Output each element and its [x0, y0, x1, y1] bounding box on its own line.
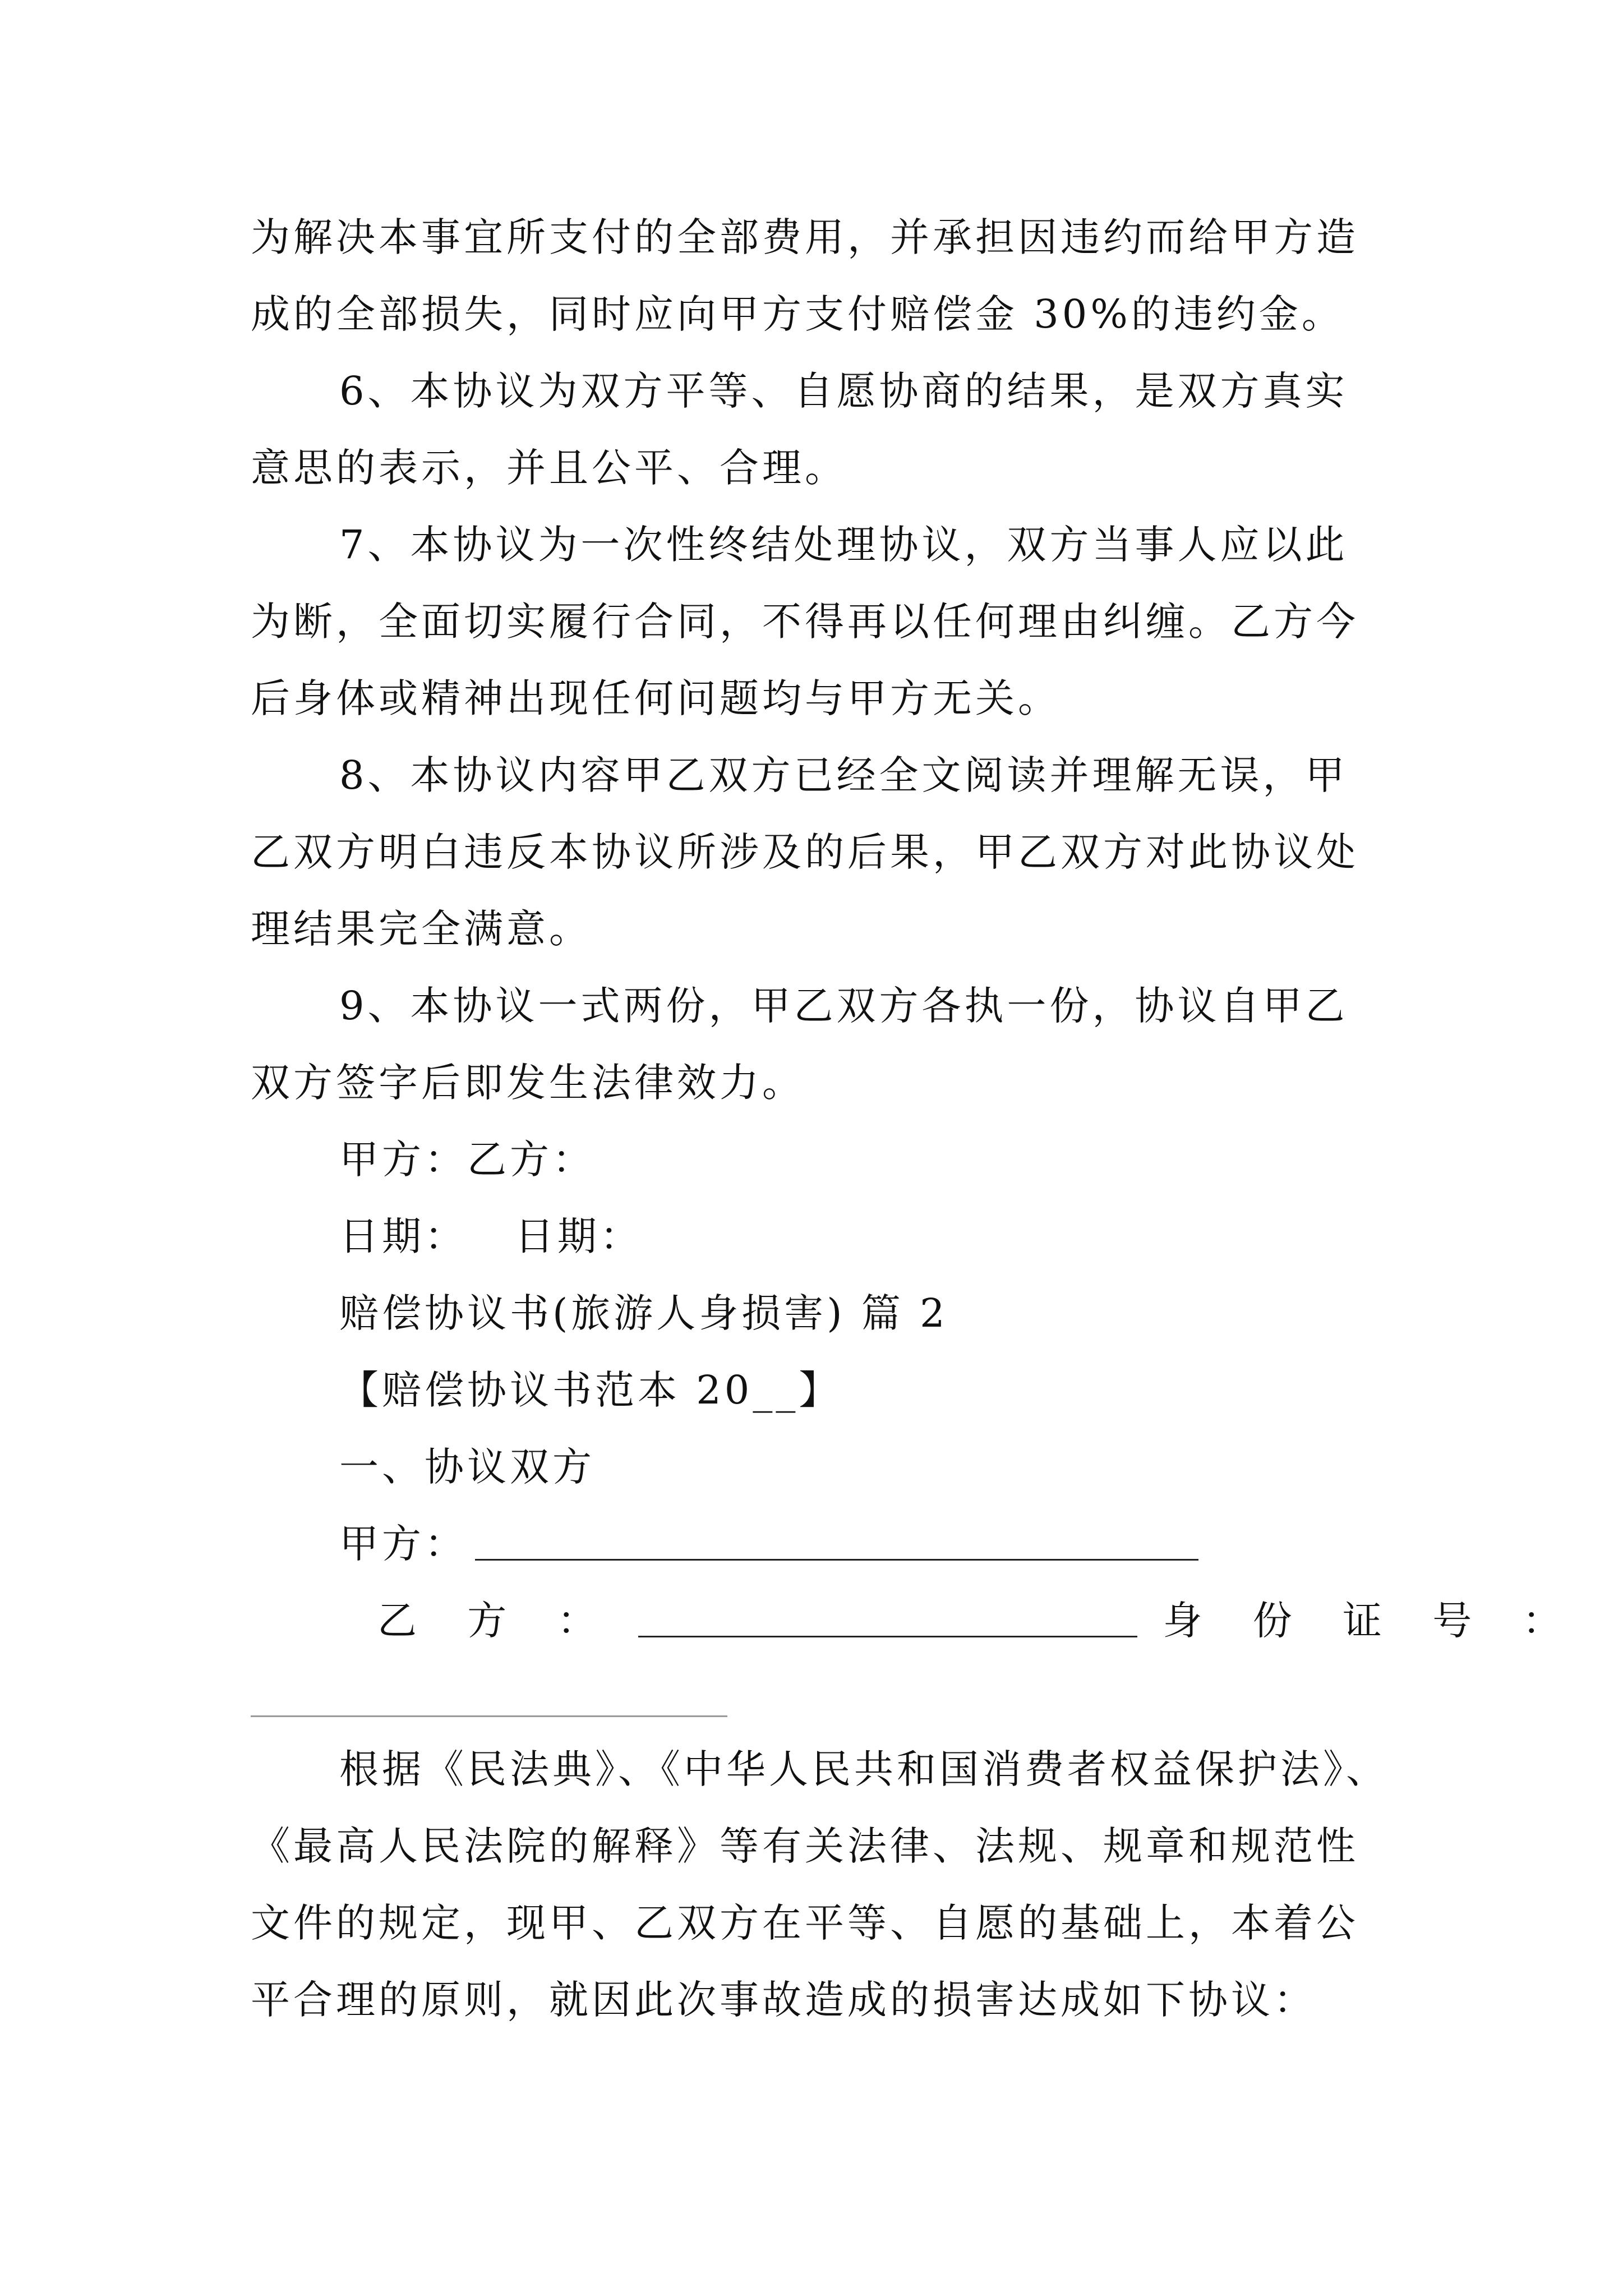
clause-7-line: 7、本协议为一次性终结处理协议，双方当事人应以此	[339, 522, 1348, 568]
paragraph-line: 后身体或精神出现任何问题均与甲方无关。	[251, 675, 1061, 721]
basis-line: 《最高人民法院的解释》等有关法律、法规、规章和规范性	[251, 1823, 1359, 1869]
date-line: 日期： 日期：	[339, 1213, 643, 1259]
signature-line: 甲方：乙方：	[339, 1137, 595, 1182]
basis-paragraph	[251, 1731, 1428, 2039]
party-b-blank[interactable]	[638, 1596, 1137, 1637]
basis-line: 平合理的原则，就因此次事故造成的损害达成如下协议：	[251, 1977, 1316, 2023]
party-b-row	[251, 1582, 1581, 1659]
paragraph-line: 为解决本事宜所支付的全部费用，并承担因违约而给甲方造	[251, 214, 1359, 260]
footnote-divider	[251, 1715, 727, 1717]
party-a-row	[251, 1506, 1384, 1582]
id-number-label: 身 份 证 号 ：	[1163, 1598, 1581, 1644]
paragraph-line: 乙双方明白违反本协议所涉及的后果，甲乙双方对此协议处	[251, 829, 1359, 875]
party-a-label: 甲方：	[339, 1521, 467, 1567]
paragraph-line: 理结果完全满意。	[251, 906, 592, 952]
paragraph-line: 为断，全面切实履行合同，不得再以任何理由纠缠。乙方今	[251, 599, 1359, 645]
document-body	[251, 199, 1581, 1659]
clause-9-line: 9、本协议一式两份，甲乙双方各执一份，协议自甲乙	[339, 983, 1348, 1029]
basis-line: 文件的规定，现甲、乙双方在平等、自愿的基础上，本着公	[251, 1900, 1359, 1946]
section-title: 赔偿协议书(旅游人身损害) 篇 2	[339, 1290, 948, 1336]
paragraph-line: 双方签字后即发生法律效力。	[251, 1060, 805, 1106]
party-b-label: 乙 方 ：	[377, 1598, 616, 1644]
basis-line: 根据《民法典》、《中华人民共和国消费者权益保护法》、	[339, 1746, 1389, 1792]
paragraph-line: 意思的表示，并且公平、合理。	[251, 445, 847, 491]
clause-6-line: 6、本协议为双方平等、自愿协商的结果，是双方真实	[339, 368, 1348, 414]
parties-heading: 一、协议双方	[339, 1444, 595, 1490]
party-a-blank[interactable]	[475, 1520, 1198, 1561]
paragraph-line: 成的全部损失，同时应向甲方支付赔偿金 30%的违约金。	[251, 291, 1344, 337]
clause-8-line: 8、本协议内容甲乙双方已经全文阅读并理解无误，甲	[339, 752, 1348, 798]
template-title: 【赔偿协议书范本 20__】	[339, 1367, 842, 1413]
